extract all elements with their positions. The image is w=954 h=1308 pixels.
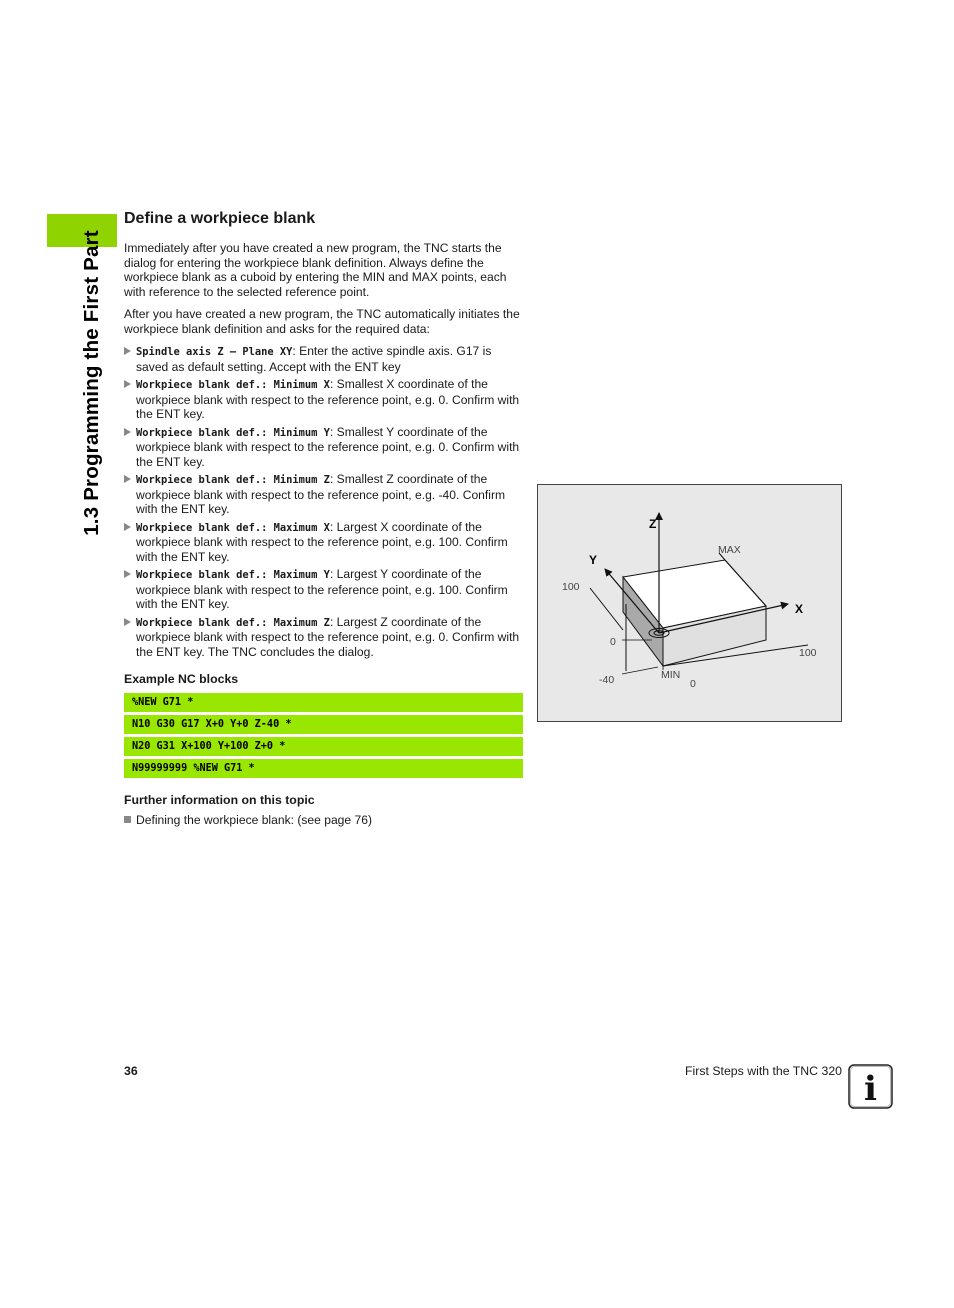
step-text: : Smallest X coordinate of the workpiece blank with respect to the reference point, e.g. 0. Confirm with the ENT key. — [136, 377, 520, 421]
step-code: Workpiece blank def.: Maximum Y — [136, 569, 330, 581]
step-maximum-y — [124, 567, 520, 612]
chapter-side-title: 1.3 Programming the First Part — [80, 230, 103, 536]
further-info-item — [124, 813, 372, 827]
nc-block: N10 G30 G17 X+0 Y+0 Z-40 * — [124, 715, 523, 734]
step-text: : Largest Z coordinate of the workpiece blank with respect to the reference point, e.g. 0. Confirm with the ENT key. The TNC concludes the dialog. — [136, 614, 520, 659]
bullet-arrow-icon — [124, 475, 131, 483]
further-info-heading: Further information on this topic — [124, 793, 315, 807]
step-text: : Largest Y coordinate of the workpiece blank with respect to the reference point, e.g. 100. Confirm with the ENT key. — [136, 567, 508, 611]
nc-block: %NEW G71 * — [124, 693, 523, 712]
z-min-tick — [622, 667, 658, 674]
z-dim-minus40-label: -40 — [599, 674, 615, 686]
footer-doc-title: First Steps with the TNC 320 — [685, 1064, 842, 1078]
example-heading: Example NC blocks — [124, 672, 239, 686]
min-label: MIN — [661, 669, 681, 681]
main-content — [124, 210, 520, 662]
step-spindle-axis — [124, 344, 520, 374]
bullet-arrow-icon — [124, 380, 131, 388]
step-code: Spindle axis Z – Plane XY — [136, 346, 293, 358]
z-dim-0-label: 0 — [610, 636, 616, 648]
workpiece-blank-figure — [537, 484, 842, 722]
x-axis-label: X — [795, 602, 804, 616]
step-code: Workpiece blank def.: Minimum Z — [136, 474, 330, 486]
x-dim-100-label: 100 — [799, 647, 817, 659]
bullet-arrow-icon — [124, 523, 131, 531]
info-icon — [848, 1064, 893, 1109]
step-maximum-x — [124, 520, 520, 565]
x-dim-0-label: 0 — [690, 678, 696, 690]
bullet-arrow-icon — [124, 570, 131, 578]
nc-block: N99999999 %NEW G71 * — [124, 759, 523, 778]
step-minimum-x — [124, 377, 520, 422]
dialog-steps-list — [124, 344, 520, 659]
workpiece-blank-diagram — [538, 485, 843, 723]
step-minimum-y — [124, 425, 520, 470]
prompt-paragraph: After you have created a new program, the TNC automatically initiates the workpiece blank definition and asks for the required data: — [124, 307, 520, 336]
square-bullet-icon — [124, 816, 131, 823]
further-info-link[interactable]: Defining the workpiece blank: (see page 76) — [136, 813, 372, 827]
z-axis-label: Z — [649, 517, 657, 531]
max-label: MAX — [718, 544, 741, 556]
step-code: Workpiece blank def.: Minimum Y — [136, 426, 330, 439]
step-text: : Largest X coordinate of the workpiece blank with respect to the reference point, e.g. 100. Confirm with the ENT key. — [136, 519, 508, 564]
section-title: Define a workpiece blank — [124, 210, 316, 227]
step-code: Workpiece blank def.: Minimum X — [136, 379, 330, 391]
page-number: 36 — [124, 1064, 138, 1078]
nc-block: N20 G31 X+100 Y+100 Z+0 * — [124, 737, 523, 756]
step-text: : Smallest Y coordinate of the workpiece blank with respect to the reference point, e.g. 0. Confirm with the ENT key. — [136, 424, 520, 469]
step-text: : Enter the active spindle axis. G17 is saved as default setting. Accept with the ENT key — [136, 344, 492, 374]
step-maximum-z — [124, 615, 520, 660]
bullet-arrow-icon — [124, 428, 131, 436]
bullet-arrow-icon — [124, 347, 131, 355]
step-code: Workpiece blank def.: Maximum Z — [136, 616, 330, 629]
info-icon-letter: i — [864, 1069, 877, 1109]
y-dimension-line — [590, 588, 623, 630]
step-text: : Smallest Z coordinate of the workpiece blank with respect to the reference point, e.g. -40. Confirm with the ENT key. — [136, 472, 506, 516]
y-axis-label: Y — [589, 553, 598, 567]
y-dim-100-label: 100 — [562, 581, 580, 593]
bullet-arrow-icon — [124, 618, 131, 626]
intro-paragraph: Immediately after you have created a new program, the TNC starts the dialog for entering the workpiece blank definition. Always define the workpiece blank as a cuboid by entering the MIN and MAX points, each with reference to the selected reference point. — [124, 241, 507, 299]
step-minimum-z — [124, 472, 520, 517]
step-code: Workpiece blank def.: Maximum X — [136, 521, 330, 534]
